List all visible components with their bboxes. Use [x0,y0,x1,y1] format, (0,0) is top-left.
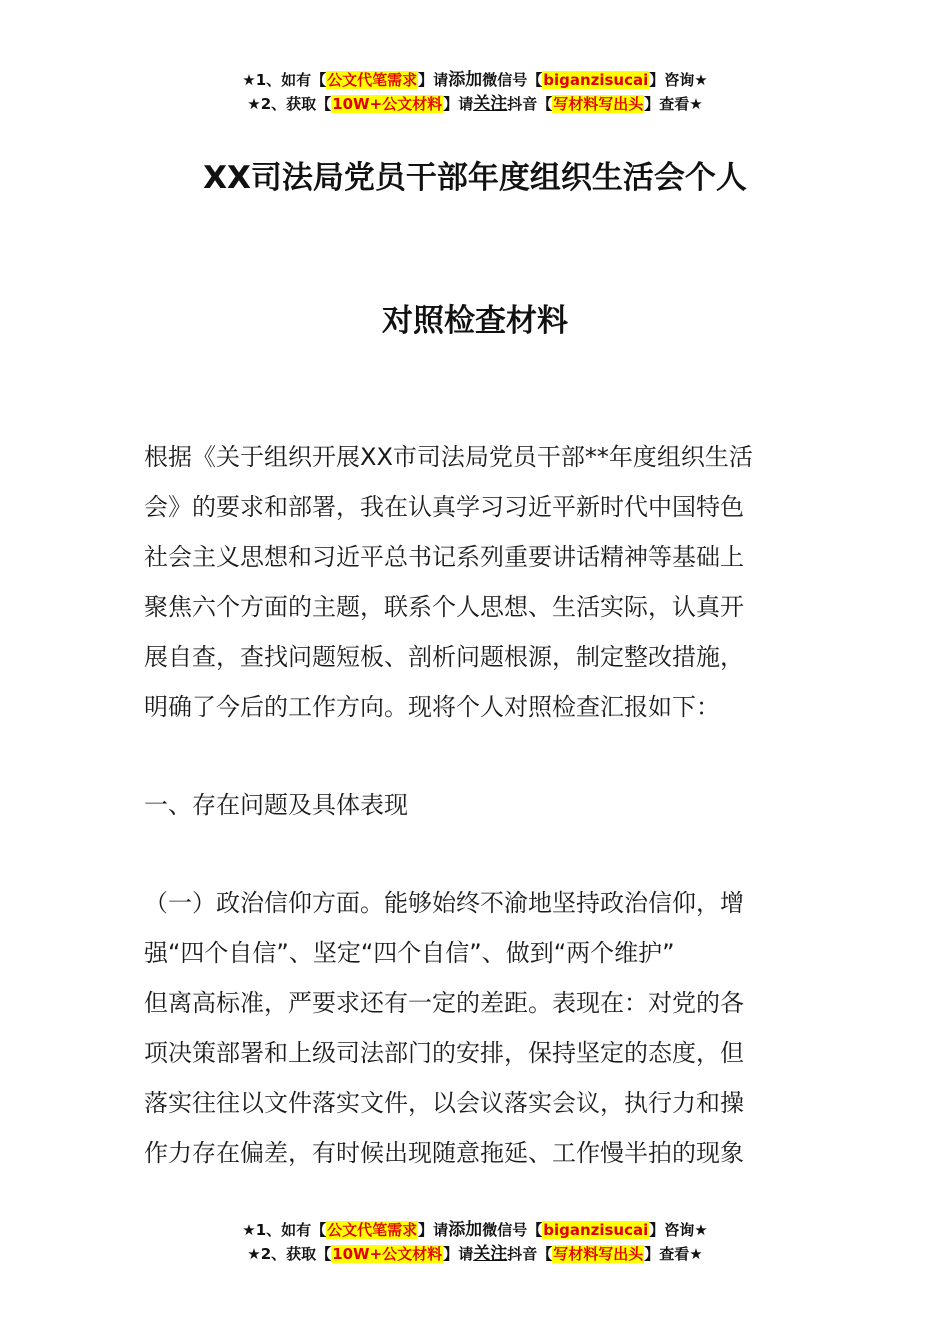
banner-line-1 [0,1218,950,1242]
banner-text: 】咨询★ [649,1221,708,1239]
banner-text: 抖音【 [507,1245,553,1263]
banner-text: 】咨询★ [649,71,708,89]
banner-line-2 [0,1242,950,1266]
banner-wechat-id: biganzisucai [543,1221,649,1239]
banner-text: 】查看★ [644,1245,703,1263]
banner-emphasis: 添加 [448,1220,483,1240]
banner-emphasis: 关注 [473,94,508,114]
document-title-line-2: 对照检查材料 [382,303,568,339]
banner-highlight: 10W+公文材料 [332,95,443,113]
text-line: 强“四个自信”、坚定“四个自信”、做到“两个维护” [144,939,675,967]
text-line: 落实往往以文件落实文件，以会议落实会议，执行力和操 [144,1089,744,1117]
banner-text: 微信号【 [482,1221,543,1239]
banner-text: 微信号【 [482,71,543,89]
section-heading-text: 一、存在问题及具体表现 [144,791,408,819]
section-heading [144,780,808,830]
text-line: 但离高标准，严要求还有一定的差距。表现在：对党的各 [144,989,744,1017]
banner-line-1 [0,68,950,92]
banner-text: 】查看★ [644,95,703,113]
text-line: 项决策部署和上级司法部门的安排，保持坚定的态度，但 [144,1039,744,1067]
banner-text: 】请 [443,95,474,113]
text-line: 作力存在偏差，有时候出现随意拖延、工作慢半拍的现象 [144,1139,744,1167]
banner-text: 】请 [418,71,449,89]
banner-highlight: 10W+公文材料 [332,1245,443,1263]
text-line: 聚焦六个方面的主题，联系个人思想、生活实际，认真开 [144,593,744,621]
banner-text: ★2、获取【 [247,95,332,113]
banner-text: ★2、获取【 [247,1245,332,1263]
document-title-line-1: XX司法局党员干部年度组织生活会个人 [203,160,747,196]
political-belief-paragraph [144,878,808,1178]
text-line: 会》的要求和部署，我在认真学习习近平新时代中国特色 [144,493,744,521]
banner-text: 】请 [443,1245,474,1263]
text-line: 社会主义思想和习近平总书记系列重要讲话精神等基础上 [144,543,744,571]
banner-highlight: 公文代笔需求 [327,71,418,89]
banner-highlight: 公文代笔需求 [327,1221,418,1239]
text-line: 根据《关于组织开展XX市司法局党员干部**年度组织生活 [144,443,753,471]
banner-emphasis: 关注 [473,1244,508,1264]
text-line: 展自查，查找问题短板、剖析问题根源，制定整改措施， [144,643,744,671]
bottom-banner [0,1218,950,1266]
top-banner [0,68,950,116]
banner-douyin-id: 写材料写出头 [553,95,644,113]
text-line: （一）政治信仰方面。能够始终不渝地坚持政治信仰，增 [144,889,744,917]
text-line: 明确了今后的工作方向。现将个人对照检查汇报如下： [144,693,720,721]
banner-emphasis: 添加 [448,70,483,90]
intro-paragraph [144,432,808,732]
banner-text: ★1、如有【 [242,1221,327,1239]
banner-text: ★1、如有【 [242,71,327,89]
banner-line-2 [0,92,950,116]
banner-text: 抖音【 [507,95,553,113]
banner-wechat-id: biganzisucai [543,71,649,89]
banner-text: 】请 [418,1221,449,1239]
banner-douyin-id: 写材料写出头 [553,1245,644,1263]
